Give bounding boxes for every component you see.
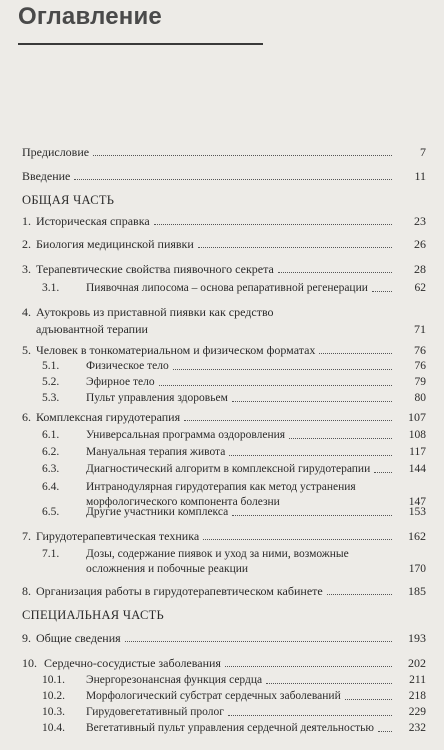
- toc-entry-title: Физическое тело: [86, 360, 169, 372]
- toc-entry-number: 5.2.: [42, 376, 60, 388]
- toc-entry-page: 28: [414, 262, 426, 276]
- toc-entry-page: 218: [408, 690, 426, 702]
- toc-entry-title: Интранодулярная гирудотерапия как метод устранения: [86, 481, 356, 493]
- toc-entry-title: Гирудовегетативный пролог: [86, 706, 224, 718]
- toc-entry-page: 153: [408, 506, 426, 518]
- toc-entry-title: Предисловие: [22, 145, 90, 159]
- toc-entry-number: 4.: [22, 305, 31, 319]
- toc-entry-title: Пульт управления здоровьем: [86, 392, 228, 404]
- toc-section-heading: СПЕЦИАЛЬНАЯ ЧАСТЬ: [22, 608, 165, 622]
- toc-entry-title: Введение: [22, 169, 71, 183]
- toc-entry-title-continued: морфологического компонента болезни: [86, 496, 280, 508]
- toc-entry-page: 62: [414, 282, 426, 294]
- toc-entry-title: Дозы, содержание пиявок и уход за ними, возможные: [86, 548, 349, 560]
- toc-entry-title: Организация работы в гирудотерапевтическом кабинете: [36, 584, 323, 598]
- toc-entry-page: 185: [408, 584, 426, 598]
- toc-leader-dots: [173, 369, 392, 370]
- toc-entry-title: Терапевтические свойства пиявочного секрета: [36, 262, 274, 276]
- toc-leader-dots: [93, 155, 392, 156]
- toc-entry-number: 3.: [22, 262, 31, 276]
- toc-entry-page: 11: [414, 169, 426, 183]
- toc-entry-title: Общие сведения: [36, 631, 121, 645]
- toc-entry-title: Пиявочная липосома – основа репаративной регенерации: [86, 282, 368, 294]
- toc-entry-title: Человек в тонкоматериальном и физическом форматах: [36, 343, 316, 357]
- toc-leader-dots: [232, 515, 392, 516]
- toc-entry-page: 147: [408, 496, 426, 508]
- toc-entry-title: Другие участники комплекса: [86, 506, 229, 518]
- toc-entry-page: 162: [408, 529, 426, 543]
- toc-entry-number: 10.4.: [42, 722, 65, 734]
- page-title: Оглавление: [18, 3, 162, 30]
- toc-leader-dots: [327, 594, 392, 595]
- toc-entry-page: 107: [408, 410, 426, 424]
- toc-leader-dots: [154, 224, 392, 225]
- toc-leader-dots: [125, 641, 392, 642]
- toc-entry-number: 7.1.: [42, 548, 60, 560]
- toc-entry-title: Мануальная терапия живота: [86, 446, 226, 458]
- toc-section-heading: ОБЩАЯ ЧАСТЬ: [22, 193, 115, 207]
- toc-entry-number: 6.3.: [42, 463, 60, 475]
- toc-entry-title: Энергорезонансная функция сердца: [86, 674, 263, 686]
- toc-entry-page: 26: [414, 237, 426, 251]
- toc-entry-number: 2.: [22, 237, 31, 251]
- toc-entry-number: 5.: [22, 343, 31, 357]
- toc-entry-title: Комплексная гирудотерапия: [36, 410, 181, 424]
- toc-entry-number: 5.3.: [42, 392, 60, 404]
- toc-leader-dots: [203, 539, 392, 540]
- toc-leader-dots: [228, 715, 392, 716]
- toc-entry-number: 10.: [22, 656, 37, 670]
- toc-entry-title-continued: осложнения и побочные реакции: [86, 563, 249, 575]
- toc-entry-number: 5.1.: [42, 360, 60, 372]
- toc-leader-dots: [232, 401, 392, 402]
- toc-entry-page: 229: [408, 706, 426, 718]
- toc-entry-page: 71: [414, 322, 426, 336]
- toc-leader-dots: [266, 683, 392, 684]
- toc-entry-page: 211: [409, 674, 426, 686]
- toc-entry-page: 80: [414, 392, 426, 404]
- toc-entry-page: 144: [408, 463, 426, 475]
- toc-entry-page: 23: [414, 214, 426, 228]
- toc-entry-number: 1.: [22, 214, 31, 228]
- toc-entry-title: Историческая справка: [36, 214, 150, 228]
- toc-leader-dots: [159, 385, 392, 386]
- toc-leader-dots: [378, 731, 392, 732]
- toc-entry-number: 9.: [22, 631, 31, 645]
- toc-leader-dots: [372, 291, 392, 292]
- toc-entry-number: 6.2.: [42, 446, 60, 458]
- toc-entry-number: 6.5.: [42, 506, 60, 518]
- toc-entry-title-continued: адъювантной терапии: [36, 322, 148, 336]
- toc-entry-page: 232: [408, 722, 426, 734]
- toc-entry-page: 79: [414, 376, 426, 388]
- toc-leader-dots: [319, 353, 392, 354]
- toc-entry-page: 170: [408, 563, 426, 575]
- toc-entry-page: 108: [408, 429, 426, 441]
- toc-leader-dots: [278, 272, 392, 273]
- toc-entry-title: Аутокровь из приставной пиявки как средство: [36, 305, 274, 319]
- toc-entry-title: Диагностический алгоритм в комплексной гирудотерапии: [86, 463, 371, 475]
- toc-entry-page: 7: [420, 145, 426, 159]
- toc-entry-page: 117: [409, 446, 426, 458]
- title-underline: [18, 43, 263, 45]
- toc-entry-title: Эфирное тело: [86, 376, 155, 388]
- toc-entry-number: 6.: [22, 410, 31, 424]
- toc-entry-page: 76: [414, 360, 426, 372]
- toc-entry-number: 10.2.: [42, 690, 65, 702]
- toc-entry-number: 7.: [22, 529, 31, 543]
- toc-entry-number: 10.3.: [42, 706, 65, 718]
- toc-leader-dots: [198, 247, 392, 248]
- toc-entry-number: 6.4.: [42, 481, 60, 493]
- toc-leader-dots: [225, 666, 392, 667]
- toc-entry-title: Универсальная программа оздоровления: [86, 429, 286, 441]
- toc-entry-title: Биология медицинской пиявки: [36, 237, 194, 251]
- toc-entry-number: 3.1.: [42, 282, 60, 294]
- toc-leader-dots: [374, 472, 392, 473]
- toc-entry-title: Гирудотерапевтическая техника: [36, 529, 200, 543]
- toc-entry-number: 6.1.: [42, 429, 60, 441]
- toc-entry-number: 8.: [22, 584, 31, 598]
- toc-entry-title: Сердечно-сосудистые заболевания: [44, 656, 221, 670]
- toc-entry-page: 193: [408, 631, 426, 645]
- toc-entry-title: Вегетативный пульт управления сердечной деятельностью: [86, 722, 374, 734]
- toc-leader-dots: [229, 455, 392, 456]
- toc-entry-number: 10.1.: [42, 674, 65, 686]
- toc-leader-dots: [74, 179, 392, 180]
- toc-entry-page: 202: [408, 656, 426, 670]
- toc-entry-title: Морфологический субстрат сердечных заболеваний: [86, 690, 341, 702]
- toc-leader-dots: [345, 699, 392, 700]
- toc-leader-dots: [289, 438, 392, 439]
- toc-entry-page: 76: [414, 343, 426, 357]
- toc-leader-dots: [184, 420, 392, 421]
